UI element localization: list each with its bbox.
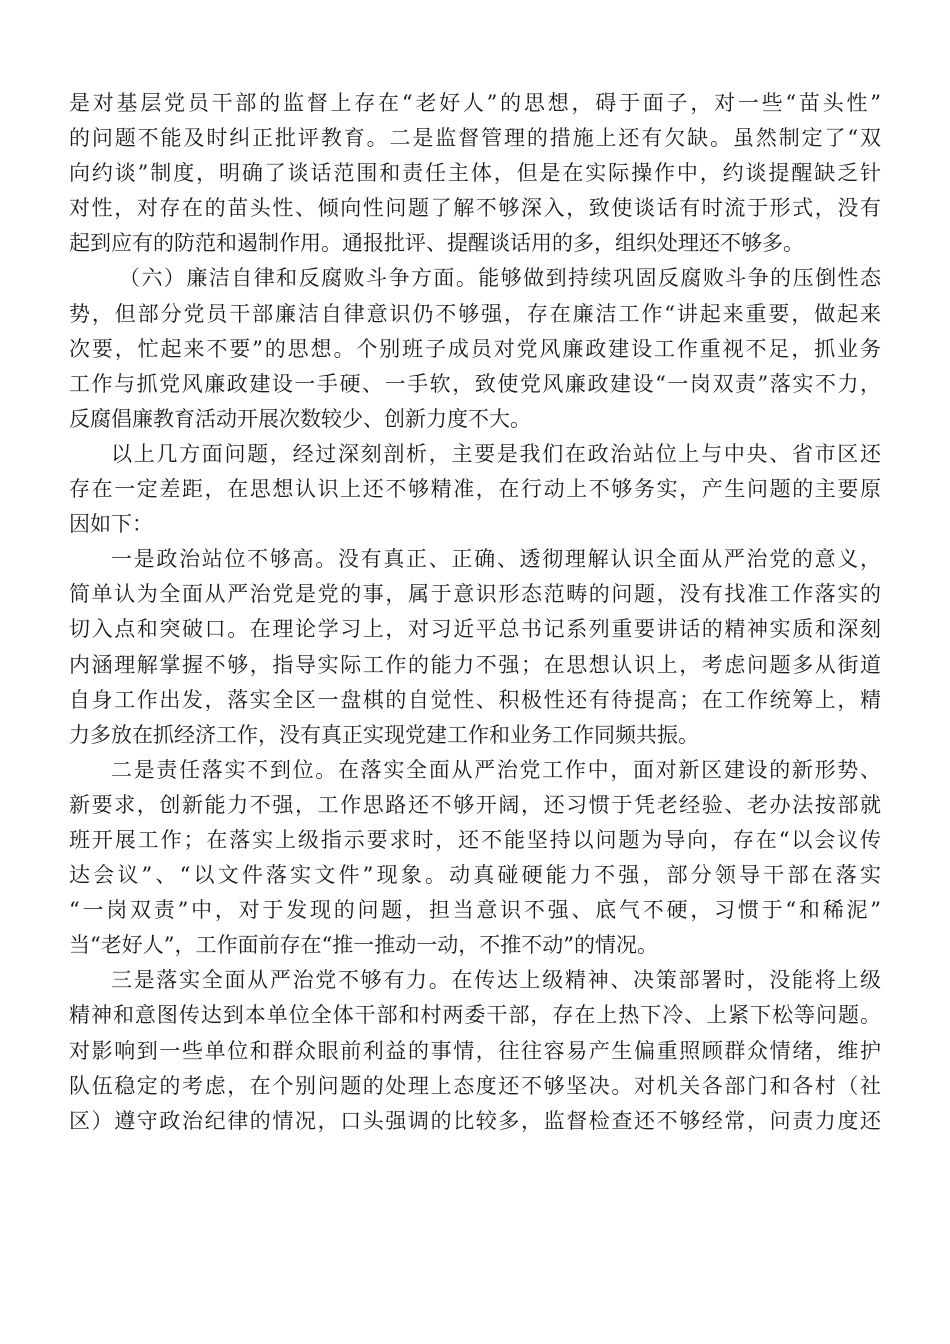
text-line: 工作与抓党风廉政建设一手硬、一手软，致使党风廉政建设“一岗双责”落实不力，: [69, 371, 881, 396]
text-line: 二是责任落实不到位。在落实全面从严治党工作中，面对新区建设的新形势、: [111, 757, 881, 782]
text-line: 内涵理解掌握不够，指导实际工作的能力不强；在思想认识上，考虑问题多从街道: [69, 652, 881, 677]
text-line: 队伍稳定的考虑，在个别问题的处理上态度还不够坚决。对机关各部门和各村（社: [69, 1073, 881, 1098]
text-line: 势，但部分党员干部廉洁自律意识仍不够强，存在廉洁工作“讲起来重要，做起来: [69, 301, 881, 326]
text-line: “一岗双责”中，对于发现的问题，担当意识不强、底气不硬，习惯于“和稀泥”: [69, 898, 881, 923]
text-line: 向约谈”制度，明确了谈话范围和责任主体，但是在实际操作中，约谈提醒缺乏针: [69, 161, 881, 186]
text-line: 对影响到一些单位和群众眼前利益的事情，往往容易产生偏重照顾群众情绪，维护: [69, 1038, 881, 1063]
text-line: 当“老好人”，工作面前存在“推一推动一动，不推不动”的情况。: [69, 933, 658, 958]
text-line: 三是落实全面从严治党不够有力。在传达上级精神、决策部署时，没能将上级: [111, 968, 881, 993]
text-line: 简单认为全面从严治党是党的事，属于意识形态范畴的问题，没有找准工作落实的: [69, 582, 881, 607]
text-line: 次要，忙起来不要”的思想。个别班子成员对党风廉政建设工作重视不足，抓业务: [69, 336, 881, 361]
text-line: 力多放在抓经济工作，没有真正实现党建工作和业务工作同频共振。: [69, 722, 699, 747]
text-line: 是对基层党员干部的监督上存在“老好人”的思想，碍于面子，对一些“苗头性”: [69, 91, 881, 115]
text-line: 起到应有的防范和遏制作用。通报批评、提醒谈话用的多，组织处理还不够多。: [69, 231, 804, 256]
text-line: 区）遵守政治纪律的情况，口头强调的比较多，监督检查还不够经常，问责力度还: [69, 1108, 881, 1133]
document-body: [69, 86, 881, 1139]
text-line: 新要求，创新能力不强，工作思路还不够开阔，还习惯于凭老经验、老办法按部就: [69, 792, 881, 817]
text-line: 因如下：: [69, 512, 153, 537]
text-line: 自身工作出发，落实全区一盘棋的自觉性、积极性还有待提高；在工作统筹上，精: [69, 687, 881, 712]
text-line: 达会议”、“以文件落实文件”现象。动真碰硬能力不强，部分领导干部在落实: [69, 863, 881, 888]
text-line: 存在一定差距，在思想认识上还不够精准，在行动上不够务实，产生问题的主要原: [69, 477, 881, 502]
text-line: 一是政治站位不够高。没有真正、正确、透彻理解认识全面从严治党的意义，: [111, 547, 881, 572]
text-line: （六）廉洁自律和反腐败斗争方面。能够做到持续巩固反腐败斗争的压倒性态: [119, 266, 881, 291]
text-line: 切入点和突破口。在理论学习上，对习近平总书记系列重要讲话的精神实质和深刻: [69, 617, 881, 642]
text-line: 的问题不能及时纠正批评教育。二是监督管理的措施上还有欠缺。虽然制定了“双: [69, 126, 881, 151]
text-line: 反腐倡廉教育活动开展次数较少、创新力度不大。: [69, 406, 531, 431]
text-line: 精神和意图传达到本单位全体干部和村两委干部，存在上热下冷、上紧下松等问题。: [69, 1003, 881, 1028]
text-line: 以上几方面问题，经过深刻剖析，主要是我们在政治站位上与中央、省市区还: [111, 441, 881, 466]
text-line: 对性，对存在的苗头性、倾向性问题了解不够深入，致使谈话有时流于形式，没有: [69, 196, 881, 221]
text-line: 班开展工作；在落实上级指示要求时，还不能坚持以问题为导向，存在“以会议传: [69, 827, 881, 852]
